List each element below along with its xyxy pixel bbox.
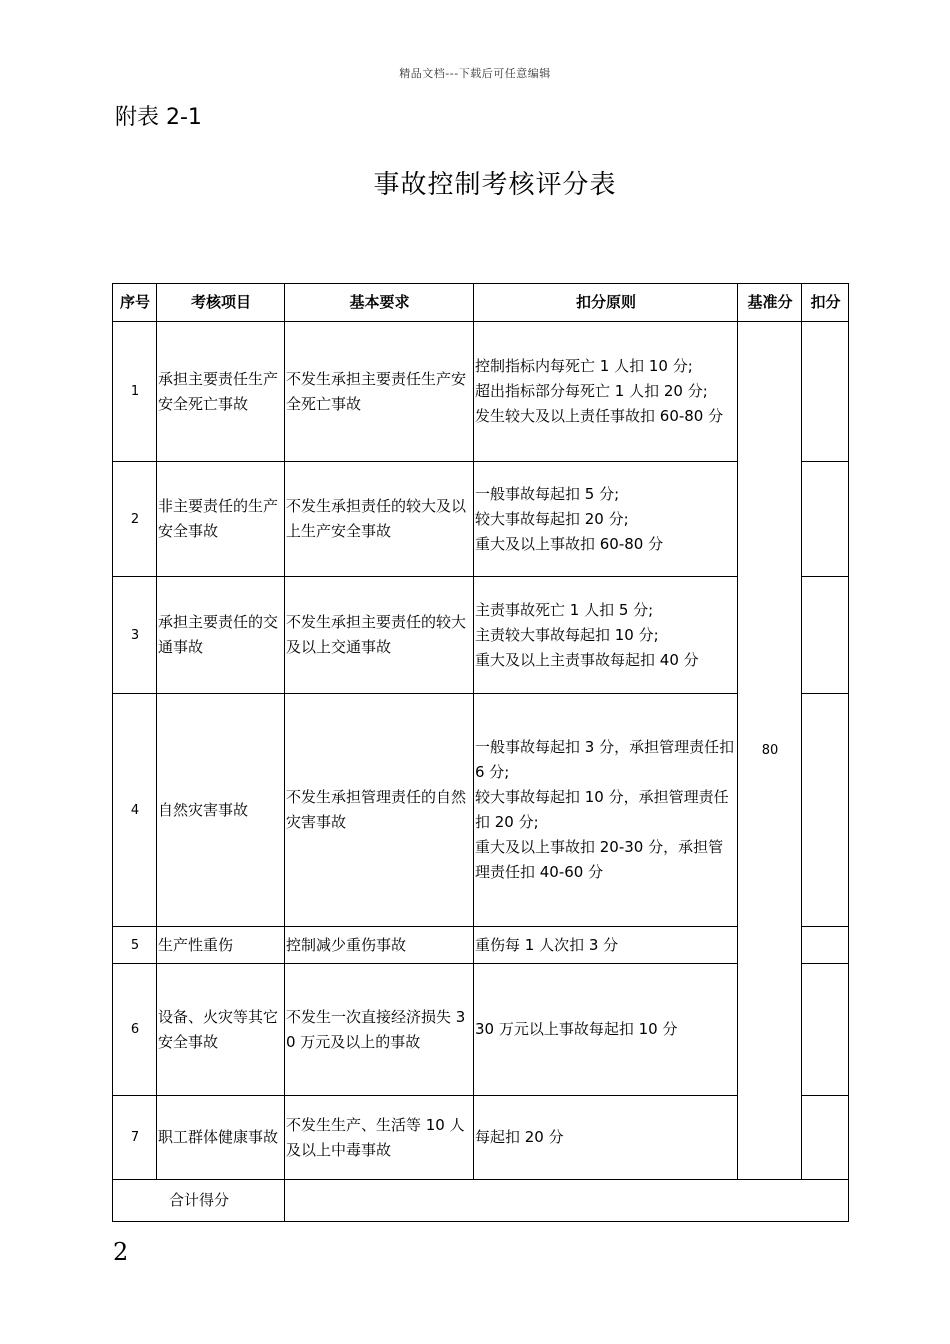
principle-line: 较大事故每起扣 10 分，承担管理责任扣 20 分; [475,788,729,831]
row-requirement: 不发生承担责任的较大及以上生产安全事故 [285,462,474,577]
row-principle [474,927,738,964]
principle-line: 超出指标部分每死亡 1 人扣 20 分; [475,382,708,400]
page-number: 2 [113,1238,129,1266]
principle-line: 重大及以上事故扣 60-80 分 [475,534,664,553]
principle-line: 发生较大及以上责任事故扣 60-80 分 [475,407,724,425]
row-item: 承担主要责任的交通事故 [157,577,285,694]
table-row [113,322,849,462]
row-deduction [802,577,849,694]
appendix-label: 附表 2-1 [115,105,202,130]
row-principle [474,694,738,927]
row-requirement: 不发生生产、生活等 10 人及以上中毒事故 [285,1096,474,1180]
row-no: 5 [113,927,157,964]
table-header-row [113,284,849,322]
row-principle [474,462,738,577]
principle-line: 一般事故每起扣 3 分，承担管理责任扣 6 分; [475,738,735,781]
total-row [113,1180,849,1222]
row-no: 3 [113,577,157,694]
row-no: 1 [113,322,157,462]
total-label: 合计得分 [113,1180,285,1222]
row-item: 设备、火灾等其它安全事故 [157,964,285,1096]
row-deduction [802,462,849,577]
row-no: 2 [113,462,157,577]
row-item: 承担主要责任生产安全死亡事故 [157,322,285,462]
header-note: 精品文档---下载后可任意编辑 [399,67,551,80]
row-requirement: 不发生承担主要责任生产安全死亡事故 [285,322,474,462]
total-value [285,1180,849,1222]
row-requirement: 不发生承担管理责任的自然灾害事故 [285,694,474,927]
header-requirement: 基本要求 [285,284,474,322]
row-principle [474,577,738,694]
row-no: 7 [113,1096,157,1180]
page-title: 事故控制考核评分表 [373,170,617,200]
score-table [112,283,849,1222]
header-base-score: 基准分 [738,284,802,322]
principle-line: 一般事故每起扣 5 分; [475,484,620,503]
header-no: 序号 [113,284,157,322]
row-item: 生产性重伤 [157,927,285,964]
base-score: 80 [738,322,802,1180]
principle-line: 主责事故死亡 1 人扣 5 分; [475,600,654,619]
row-principle [474,322,738,462]
principle-line: 重大及以上事故扣 20-30 分，承担管理责任扣 40-60 分 [475,838,724,881]
row-principle [474,1096,738,1180]
header-deduction: 扣分 [802,284,849,322]
row-item: 自然灾害事故 [157,694,285,927]
row-principle [474,964,738,1096]
row-deduction [802,322,849,462]
principle-line: 较大事故每起扣 20 分; [475,509,629,528]
row-requirement: 不发生承担主要责任的较大及以上交通事故 [285,577,474,694]
row-no: 4 [113,694,157,927]
row-item: 非主要责任的生产安全事故 [157,462,285,577]
principle-line: 重大及以上主责事故每起扣 40 分 [475,650,699,669]
principle-line: 控制指标内每死亡 1 人扣 10 分; [475,357,693,375]
row-deduction [802,694,849,927]
header-principle: 扣分原则 [474,284,738,322]
row-deduction [802,927,849,964]
row-item: 职工群体健康事故 [157,1096,285,1180]
header-item: 考核项目 [157,284,285,322]
principle-line: 主责较大事故每起扣 10 分; [475,625,659,644]
row-deduction [802,1096,849,1180]
principle-line: 30 万元以上事故每起扣 10 分 [475,1020,678,1038]
principle-line: 每起扣 20 分 [475,1128,564,1146]
row-no: 6 [113,964,157,1096]
row-deduction [802,964,849,1096]
row-requirement: 不发生一次直接经济损失 30 万元及以上的事故 [285,964,474,1096]
row-requirement: 控制减少重伤事故 [285,927,474,964]
principle-line: 重伤每 1 人次扣 3 分 [475,935,619,954]
